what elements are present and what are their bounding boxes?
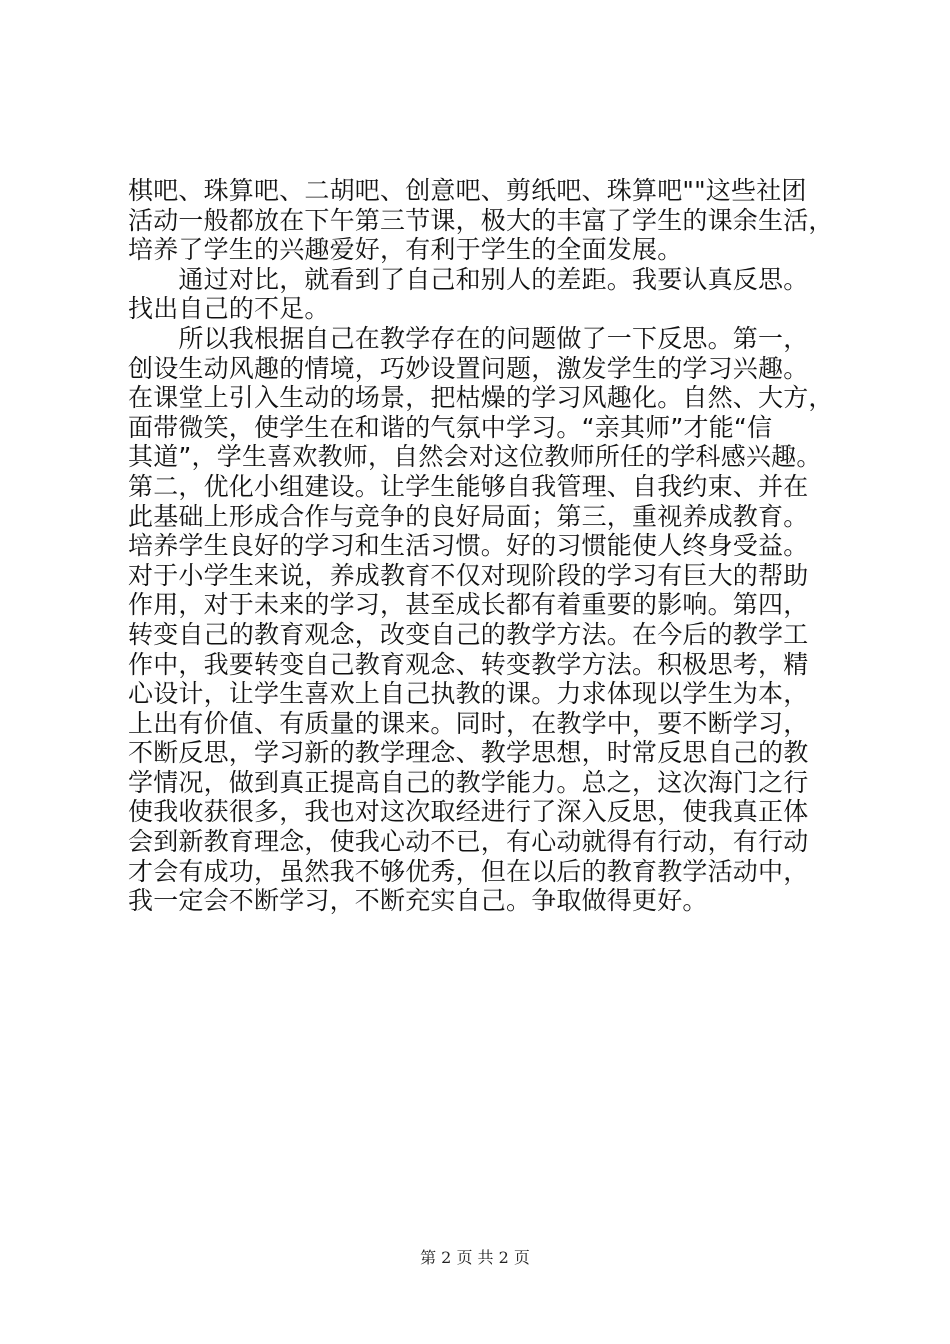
page-number-footer: 第 2 页 共 2 页 (420, 1248, 530, 1267)
text-line: 使我收获很多，我也对这次取经进行了深入反思，使我真正体 (128, 797, 809, 827)
text-line: 找出自己的不足。 (128, 294, 330, 324)
text-line: 才会有成功，虽然我不够优秀，但在以后的教育教学活动中， (128, 856, 809, 886)
text-line: 第二，优化小组建设。让学生能够自我管理、自我约束、并在 (128, 471, 809, 501)
text-line: 心设计，让学生喜欢上自己执教的课。力求体现以学生为本， (128, 679, 809, 709)
text-line: 创设生动风趣的情境，巧妙设置问题，激发学生的学习兴趣。 (128, 353, 809, 383)
text-line: 通过对比，就看到了自己和别人的差距。我要认真反思。 (128, 264, 809, 294)
text-line: 会到新教育理念，使我心动不已，有心动就得有行动，有行动 (128, 827, 809, 857)
text-line: 学情况，做到真正提高自己的教学能力。总之，这次海门之行 (128, 767, 809, 797)
text-line: 面带微笑，使学生在和谐的气氛中学习。“亲其师”才能“信 (128, 412, 773, 442)
text-line: 不断反思，学习新的教学理念、教学思想，时常反思自己的教 (128, 738, 809, 768)
text-line: 此基础上形成合作与竞争的良好局面；第三，重视养成教育。 (128, 501, 809, 531)
text-line: 在课堂上引入生动的场景，把枯燥的学习风趣化。自然、大方， (128, 383, 834, 413)
text-line: 棋吧、珠算吧、二胡吧、创意吧、剪纸吧、珠算吧""这些社团 (128, 176, 807, 205)
text-line: 其道”，学生喜欢教师，自然会对这位教师所任的学科感兴趣。 (128, 442, 822, 472)
text-line: 我一定会不断学习，不断充实自己。争取做得更好。 (128, 886, 708, 916)
text-line: 所以我根据自己在教学存在的问题做了一下反思。第一， (128, 323, 809, 353)
text-line: 活动一般都放在下午第三节课，极大的丰富了学生的课余生活， (128, 205, 834, 235)
text-line: 作中，我要转变自己教育观念、转变教学方法。积极思考，精 (128, 649, 809, 679)
text-line: 上出有价值、有质量的课来。同时，在教学中，要不断学习， (128, 708, 809, 738)
text-line: 转变自己的教育观念，改变自己的教学方法。在今后的教学工 (128, 619, 809, 649)
text-line: 培养了学生的兴趣爱好，有利于学生的全面发展。 (128, 235, 683, 265)
text-line: 作用，对于未来的学习，甚至成长都有着重要的影响。第四， (128, 590, 809, 620)
text-line: 培养学生良好的学习和生活习惯。好的习惯能使人终身受益。 (128, 531, 809, 561)
body-text (128, 176, 848, 916)
text-line: 对于小学生来说，养成教育不仅对现阶段的学习有巨大的帮助 (128, 560, 809, 590)
